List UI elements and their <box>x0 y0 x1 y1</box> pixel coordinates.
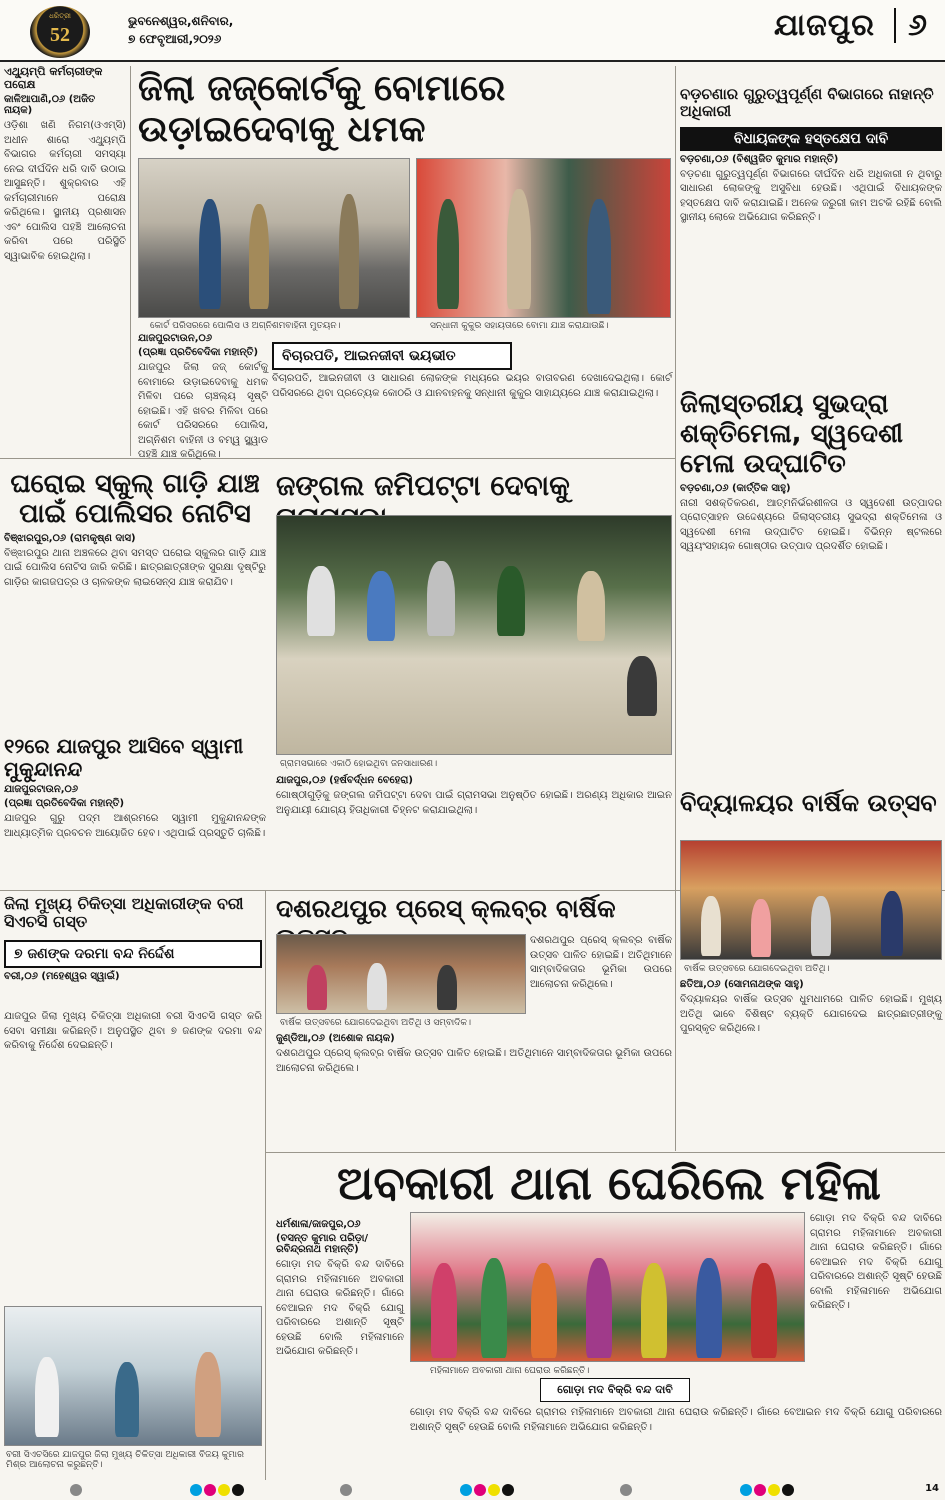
registration-mark <box>232 1484 244 1496</box>
court-bomb-squad-photo <box>416 158 671 318</box>
story-body: ବିଦ୍ୟାଳୟର ବାର୍ଷିକ ଉତ୍ସବ ଧୁମଧାମରେ ପାଳିତ ହୋଇଛି। ମୁଖ୍ୟ ଅତିଥି ଭାବେ ବିଶିଷ୍ଟ ବ୍ୟକ୍ତି ଯୋଗଦେଇ ଛାତ୍ରଛାତ୍ରୀଙ୍କୁ ପୁରସ୍କୃତ କରିଥିଲେ। <box>680 994 942 1034</box>
registration-mark <box>740 1484 752 1496</box>
registration-mark <box>474 1484 486 1496</box>
dateline-date: ୭ ଫେବୃଆରୀ,୨୦୨୬ <box>128 32 222 46</box>
registration-mark <box>190 1484 202 1496</box>
story-body: ଗୋଡ଼ା ମଦ ବିକ୍ରି ବନ୍ଦ ଦାବିରେ ଗ୍ରାମର ମହିଳାମାନେ ଅବକାରୀ ଥାନା ଘେରାଉ କରିଛନ୍ତି। ଗାଁରେ ବେଆଇନ ମଦ ବିକ୍ରି ଯୋଗୁ ପରିବାରରେ ଅଶାନ୍ତି ସୃଷ୍ଟି ହେଉଛି ବୋଲି ମହିଳାମାନେ ଅଭିଯୋଗ କରିଛନ୍ତି। <box>276 1259 404 1357</box>
story-cdmo-body <box>4 1010 262 1302</box>
annual-function-photo <box>680 840 942 960</box>
story-byline: ଛତିଆ,୦୬ (ସୋମନାଥଙ୍କ ସାହୁ) <box>680 979 804 990</box>
story-headline[interactable]: ଘରୋଇ ସ୍କୁଲ୍ ଗାଡ଼ି ଯାଞ୍ଚ ପାଇଁ ପୋଲିସର ନୋଟିସ <box>10 469 260 529</box>
story-press-body <box>276 1030 672 1148</box>
story-body: ଦଶରଥପୁର ପ୍ରେସ୍ କ୍ଲବ୍‌ର ବାର୍ଷିକ ଉତ୍ସବ ପାଳିତ ହୋଇଛି। ଅତିଥିମାନେ ସାମ୍ବାଦିକତାର ଭୂମିକା ଉପରେ ଆଲୋଚନା କରିଥିଲେ। <box>276 1048 672 1074</box>
registration-mark <box>204 1484 216 1496</box>
story-excise-left <box>276 1216 404 1476</box>
story-byline: କାଳିଆପାଣି,୦୬ (ଅଜିତ ନାୟକ) <box>4 94 96 117</box>
registration-mark <box>70 1484 82 1496</box>
footer-page-number: 14 <box>925 1483 939 1494</box>
story-body: ଯାଜପୁର ଜିଲା ମୁଖ୍ୟ ଚିକିତ୍ସା ଅଧିକାରୀ ବରୀ ସିଏଚସି ଗସ୍ତ କରି ସେବା ସମୀକ୍ଷା କରିଛନ୍ତି। ଅନୁପସ୍ଥିତ ଥିବା ୭ ଜଣଙ୍କ ଦରମା ବନ୍ଦ କରିବାକୁ ନିର୍ଦ୍ଦେଶ ଦେଇଛନ୍ତି। <box>4 1011 262 1051</box>
story-byline: ବଡ଼ଚଣା,୦୬ (କାର୍ତ୍ତିକ ସାହୁ) <box>680 482 791 494</box>
main-byline-reporter: (ପ୍ରଜ୍ଞା ପ୍ରତିବେଦିକା ମହାନ୍ତି) <box>138 347 259 358</box>
registration-mark <box>768 1484 780 1496</box>
story-excise-headline-block <box>276 1158 942 1210</box>
print-footer <box>0 1480 945 1500</box>
story-body-side: ଗୋଡ଼ା ମଦ ବିକ୍ରି ବନ୍ଦ ଦାବିରେ ଗ୍ରାମର ମହିଳାମାନେ ଅବକାରୀ ଥାନା ଘେରାଉ କରିଛନ୍ତି। ଗାଁରେ ବେଆଇନ ମଦ ବିକ୍ରି ଯୋଗୁ ପରିବାରରେ ଅଶାନ୍ତି ସୃଷ୍ଟି ହେଉଛି ବୋଲି ମହିଳାମାନେ ଅଭିଯୋଗ କରିଛନ୍ତି। <box>810 1213 942 1311</box>
court-police-photo <box>138 158 410 318</box>
column-rule <box>130 66 131 456</box>
column-rule <box>675 66 676 1151</box>
story-headline[interactable]: ଜିଲାସ୍ତରୀୟ ସୁଭଦ୍ରା ଶକ୍ତିମେଳା, ସ୍ୱଦେଶୀ ମେଳା ଉଦ୍‌ଘାଟିତ <box>680 389 904 479</box>
story-byline: ବଡ଼ଚଣା,୦୬ (ବିଶ୍ୱଜିତ କୁମାର ମହାନ୍ତି) <box>680 153 839 165</box>
main-story-right-text <box>272 372 672 456</box>
dateline-city-day: ଭୁବନେଶ୍ୱର,ଶନିବାର, <box>128 14 234 28</box>
story-headline[interactable]: ବଡ଼ଚଣାର ଗୁରୁତ୍ୱପୂର୍ଣ୍ଣ ବିଭାଗରେ ନାହାନ୍ତି ଅଧିକାରୀ <box>680 85 934 121</box>
story-headline[interactable]: ଅବକାରୀ ଥାନା ଘେରିଲେ ମହିଳା <box>337 1156 881 1210</box>
story-headline: ଏଥ୍ୟୁମ୍‌ପି କର୍ମଚାରୀଙ୍କ ପରୋକ୍ଷ <box>4 65 103 91</box>
story-body: ଓଡ଼ିଶା ଖଣି ନିଗମ(ଓଏମ୍‌ସି) ଅଧୀନ ଶାରୋ ଏଥ୍ୟୁମ୍‌ପି ବିଭାଗର କର୍ମଚାରୀ ସମସ୍ୟା ନେଇ ଦୀର୍ଘଦିନ ଧରି ଦାବି ଉଠାଇ ଆସୁଛନ୍ତି। ଶୁକ୍ରବାର ଏହି କର୍ମଚାରୀମାନେ ପରୋକ୍ଷ କରିଥିଲେ। ସ୍ଥାନୀୟ ପ୍ରଶାସନ ଏବଂ ପୋଲିସ ପହଞ୍ଚି ଆଲୋଚନା କରିବା ପରେ ପରିସ୍ଥିତି ସ୍ୱାଭାବିକ ହୋଇଥିଲା। <box>4 120 126 262</box>
story-school-vehicle <box>4 470 266 730</box>
story-body: ଗୋଷ୍ଠୀଗୁଡ଼ିକୁ ଜଙ୍ଗଲ ଜମିପଟ୍ଟା ଦେବା ପାଇଁ ଗ୍ରାମସଭା ଅନୁଷ୍ଠିତ ହୋଇଛି। ଅରଣ୍ୟ ଅଧିକାର ଆଇନ ଅନୁଯାୟୀ ଯୋଗ୍ୟ ହିତାଧିକାରୀ ଚିହ୍ନଟ କରାଯାଇଥିଲା। <box>276 790 672 816</box>
dateline <box>128 12 233 48</box>
story-cdmo-head <box>4 895 262 1005</box>
main-story-headline-block <box>138 68 673 156</box>
story-body-side: ଦଶରଥପୁର ପ୍ରେସ୍ କ୍ଲବ୍‌ର ବାର୍ଷିକ ଉତ୍ସବ ପାଳିତ ହୋଇଛି। ଅତିଥିମାନେ ସାମ୍ବାଦିକତାର ଭୂମିକା ଉପରେ ଆଲୋଚନା କରିଥିଲେ। <box>530 935 672 990</box>
story-annual-body <box>680 976 942 1148</box>
row-rule <box>265 1152 945 1153</box>
photo-caption: ସନ୍ଧାନୀ କୁକୁର ସହାୟତାରେ ବୋମା ଯାଞ୍ଚ କରାଯାଉଛି। <box>430 321 609 331</box>
main-subhead: ବିଚାରପତି, ଆଇନଜୀବୀ ଭୟଭୀତ <box>272 342 512 370</box>
registration-mark <box>218 1484 230 1496</box>
story-banner: ବିଧାୟକଙ୍କ ହସ୍ତକ୍ଷେପ ଦାବି <box>680 127 942 151</box>
story-body: ଗୋଡ଼ା ମଦ ବିକ୍ରି ବନ୍ଦ ଦାବିରେ ଗ୍ରାମର ମହିଳାମାନେ ଅବକାରୀ ଥାନା ଘେରାଉ କରିଛନ୍ତି। ଗାଁରେ ବେଆଇନ ମଦ ବିକ୍ରି ଯୋଗୁ ପରିବାରରେ ଅଶାନ୍ତି ସୃଷ୍ଟି ହେଉଛି ବୋଲି ମହିଳାମାନେ ଅଭିଯୋଗ କରିଛନ୍ତି। <box>410 1407 942 1433</box>
story-subhead: ଗୋଡ଼ା ମଦ ବିକ୍ରି ବନ୍ଦ ଦାବି <box>540 1378 690 1402</box>
story-vacant-posts <box>680 86 942 386</box>
registration-mark <box>782 1484 794 1496</box>
main-story-left-text <box>138 330 268 460</box>
story-forest-body <box>276 772 672 888</box>
registration-mark <box>502 1484 514 1496</box>
story-byline: ଯାଜପୁର,୦୬ (ହର୍ଷବର୍ଦ୍ଧନ ବେହେରା) <box>276 775 413 786</box>
photo-caption: କୋର୍ଟ ପରିସରରେ ପୋଲିସ ଓ ଅଗ୍ନିଶମବାହିନୀ ମୁତୟନ। <box>150 321 341 331</box>
logo-arc-text: ଧରିତ୍ରୀ <box>49 12 71 20</box>
main-body-2: ବିଚାରପତି, ଆଇନଜୀବୀ ଓ ସାଧାରଣ ଲୋକଙ୍କ ମଧ୍ୟରେ ଭୟର ବାତାବରଣ ଦେଖାଦେଇଥିଲା। କୋର୍ଟ ପରିସରରେ ଥିବା ପ୍ରତ୍ୟେକ କୋଠରି ଓ ଯାନବାହନକୁ ସନ୍ଧାନୀ କୁକୁର ସାହାଯ୍ୟରେ ଯାଞ୍ଚ କରାଯାଇଥିଲା। <box>272 373 672 399</box>
story-press-side-text <box>530 934 672 1030</box>
main-subhead-box <box>272 342 512 368</box>
story-annual-headline-block <box>680 790 942 836</box>
story-byline: ଧର୍ମଶାଳା/ଜାଜପୁର,୦୬ <box>276 1219 361 1230</box>
story-headline[interactable]: ଦଶରଥପୁର ପ୍ରେସ୍ କ୍ଲବ୍‌ର ବାର୍ଷିକ <box>276 894 616 923</box>
press-club-photo <box>276 934 526 1014</box>
main-headline[interactable]: ଜିଲା ଜଜ୍‌କୋର୍ଟକୁ ବୋମାରେ ଉଡ଼ାଇଦେବାକୁ ଧମକ <box>138 68 506 151</box>
story-body: ବଡ଼ଚଣା ଗୁରୁତ୍ୱପୂର୍ଣ୍ଣ ବିଭାଗରେ ଦୀର୍ଘଦିନ ଧରି ଅଧିକାରୀ ନ ଥିବାରୁ ସାଧାରଣ ଲୋକଙ୍କୁ ଅସୁବିଧା ହେଉଛି। ଏଥିପାଇଁ ବିଧାୟକଙ୍କ ହସ୍ତକ୍ଷେପ ଦାବି କରାଯାଇଛି। ଅନେକ ଜରୁରୀ କାମ ଅଟକି ରହିଛି ବୋଲି ସ୍ଥାନୀୟ ଲୋକେ ଅଭିଯୋଗ କରିଛନ୍ତି। <box>680 168 942 223</box>
story-body: ବିଞ୍ଝାରପୁର ଥାନା ଅଞ୍ଚଳରେ ଥିବା ସମସ୍ତ ଘରୋଇ ସ୍କୁଲର ଗାଡ଼ି ଯାଞ୍ଚ ପାଇଁ ପୋଲିସ ନୋଟିସ ଜାରି କରିଛି। ଛାତ୍ରଛାତ୍ରୀଙ୍କ ସୁରକ୍ଷା ଦୃଷ୍ଟିରୁ ଗାଡ଼ିର କାଗଜପତ୍ର ଓ ଚାଳକଙ୍କ ଲାଇସେନ୍ସ ଯାଞ୍ଚ କରାଯିବ। <box>4 547 266 588</box>
story-excise-right <box>810 1212 942 1404</box>
story-excise-body <box>410 1406 942 1476</box>
story-swami <box>4 735 266 885</box>
excise-protest-photo <box>410 1212 805 1362</box>
story-forest-headline-block <box>276 470 672 512</box>
main-body: ଯାଜପୁର ଜିଲା ଜଜ୍ କୋର୍ଟକୁ ବୋମାରେ ଉଡ଼ାଇଦେବାକୁ ଧମକ ମିଳିବା ପରେ ଚାଞ୍ଚଲ୍ୟ ସୃଷ୍ଟି ହୋଇଛି। ଏହି ଖବର ମିଳିବା ପରେ କୋର୍ଟ ପରିସରରେ ପୋଲିସ, ଅଗ୍ନିଶମ ବାହିନୀ ଓ ବମ୍ୱ ସ୍କ୍ୱାଡ ପହଞ୍ଚି ଯାଞ୍ଚ କରିଥିଲେ। <box>138 362 268 460</box>
story-byline: ଯାଜପୁରଟାଉନ,୦୬ <box>4 784 79 795</box>
story-headline[interactable]: ବିଦ୍ୟାଳୟର ବାର୍ଷିକ ଉତ୍ସବ <box>680 789 937 817</box>
story-byline: ବରୀ,୦୬ (ମହେଶ୍ୱର ସ୍ୱାଇଁ) <box>4 970 120 982</box>
story-body: ଯାଜପୁର ଗୁରୁ ପଦ୍ମ ଆଶ୍ରମରେ ସ୍ୱାମୀ ମୁକୁନ୍ଦାନନ୍ଦଙ୍କ ଆଧ୍ୟାତ୍ମିକ ପ୍ରବଚନ ଆୟୋଜିତ ହେବ। ଏଥିପାଇଁ ପ୍ରସ୍ତୁତି ଚାଲିଛି। <box>4 813 266 839</box>
registration-mark <box>460 1484 472 1496</box>
photo-caption: ବରୀ ସିଏଚସିରେ ଯାଜପୁର ଜିଲା ମୁଖ୍ୟ ଚିକିତ୍ସା ଅଧିକାରୀ ବିଜୟ କୁମାର ମିଶ୍ର ଆଲୋଚନା କରୁଛନ୍ତି। <box>6 1450 244 1470</box>
row-rule <box>0 458 675 459</box>
excise-sub-box <box>540 1378 690 1402</box>
registration-mark <box>488 1484 500 1496</box>
logo-years: 52 <box>50 24 70 46</box>
story-banner: ୭ ଜଣଙ୍କ ଦରମା ବନ୍ଦ ନିର୍ଦ୍ଦେଶ <box>4 940 262 968</box>
registration-mark <box>340 1484 352 1496</box>
story-shakti-mela <box>680 390 942 780</box>
registration-mark <box>754 1484 766 1496</box>
section-title: ଯାଜପୁର <box>774 8 875 43</box>
story-byline: ବିଞ୍ଝାରପୁର,୦୬ (ରାମକୃଷ୍ଣ ଦାସ) <box>4 532 136 544</box>
cdmo-visit-photo <box>4 1306 262 1446</box>
story-emp-protest <box>4 66 126 454</box>
masthead <box>0 0 945 62</box>
story-body: ନାରୀ ସଶକ୍ତିକରଣ, ଆତ୍ମନିର୍ଭରଶୀଳତା ଓ ସ୍ୱଦେଶୀ ଉତ୍ପାଦର ପ୍ରୋତ୍ସାହନ ଉଦ୍ଦେଶ୍ୟରେ ଜିଲାସ୍ତରୀୟ ସୁଭଦ୍ରା ଶକ୍ତିମେଳା ଓ ସ୍ୱଦେଶୀ ମେଳା ଉଦ୍‌ଘାଟିତ ହୋଇଛି। ବିଭିନ୍ନ ଷ୍ଟଲରେ ସ୍ୱୟଂସହାୟକ ଗୋଷ୍ଠୀର ଉତ୍ପାଦ ପ୍ରଦର୍ଶିତ ହୋଇଛି। <box>680 497 942 553</box>
registration-mark <box>620 1484 632 1496</box>
photo-caption: ବାର୍ଷିକ ଉତ୍ସବରେ ଯୋଗଦେଇଥିବା ଅତିଥି ଓ ସମ୍ବାଦିକ। <box>280 1018 472 1028</box>
photo-caption: ବାର୍ଷିକ ଉତ୍ସବରେ ଯୋଗଦେଇଥିବା ଅତିଥି। <box>684 964 830 974</box>
newspaper-logo <box>30 6 90 58</box>
story-press-headline-block <box>276 895 672 931</box>
page-number: ୬ <box>894 8 927 43</box>
photo-caption: ଗ୍ରାମସଭାରେ ଏକାଠି ହୋଇଥିବା ଜନସାଧାରଣ। <box>280 759 438 769</box>
gram-sabha-photo <box>276 515 672 755</box>
story-headline[interactable]: ଜିଲା ମୁଖ୍ୟ ଚିକିତ୍ସା ଅଧିକାରୀଙ୍କ ବରୀ ସିଏଚସି ଗସ୍ତ <box>4 894 244 932</box>
story-headline[interactable]: ଜଙ୍ଗଲ ଜମିପଟ୍ଟା ଦେବାକୁ <box>276 469 570 502</box>
main-byline: ଯାଜପୁରଟାଉନ,୦୬ <box>138 333 213 344</box>
column-rule <box>265 890 266 1480</box>
photo-caption: ମହିଳାମାନେ ଅବକାରୀ ଥାନା ଘେରାଉ କରିଛନ୍ତି। <box>430 1366 590 1376</box>
story-byline: ଜୁଣ୍ଡିଆ,୦୬ (ଅଶୋକ ନାୟକ) <box>276 1033 395 1044</box>
story-headline[interactable]: ୧୨ରେ ଯାଜପୁର ଆସିବେ ସ୍ୱାମୀ ମୁକୁନ୍ଦାନନ୍ଦ <box>4 734 244 781</box>
story-byline-reporter: (ବସନ୍ତ କୁମାର ପରିଡ଼ା/ରବିନ୍ଦ୍ରନାଥ ମହାନ୍ତି) <box>276 1233 369 1255</box>
story-byline-reporter: (ପ୍ରଜ୍ଞା ପ୍ରତିବେଦିକା ମହାନ୍ତି) <box>4 798 125 809</box>
